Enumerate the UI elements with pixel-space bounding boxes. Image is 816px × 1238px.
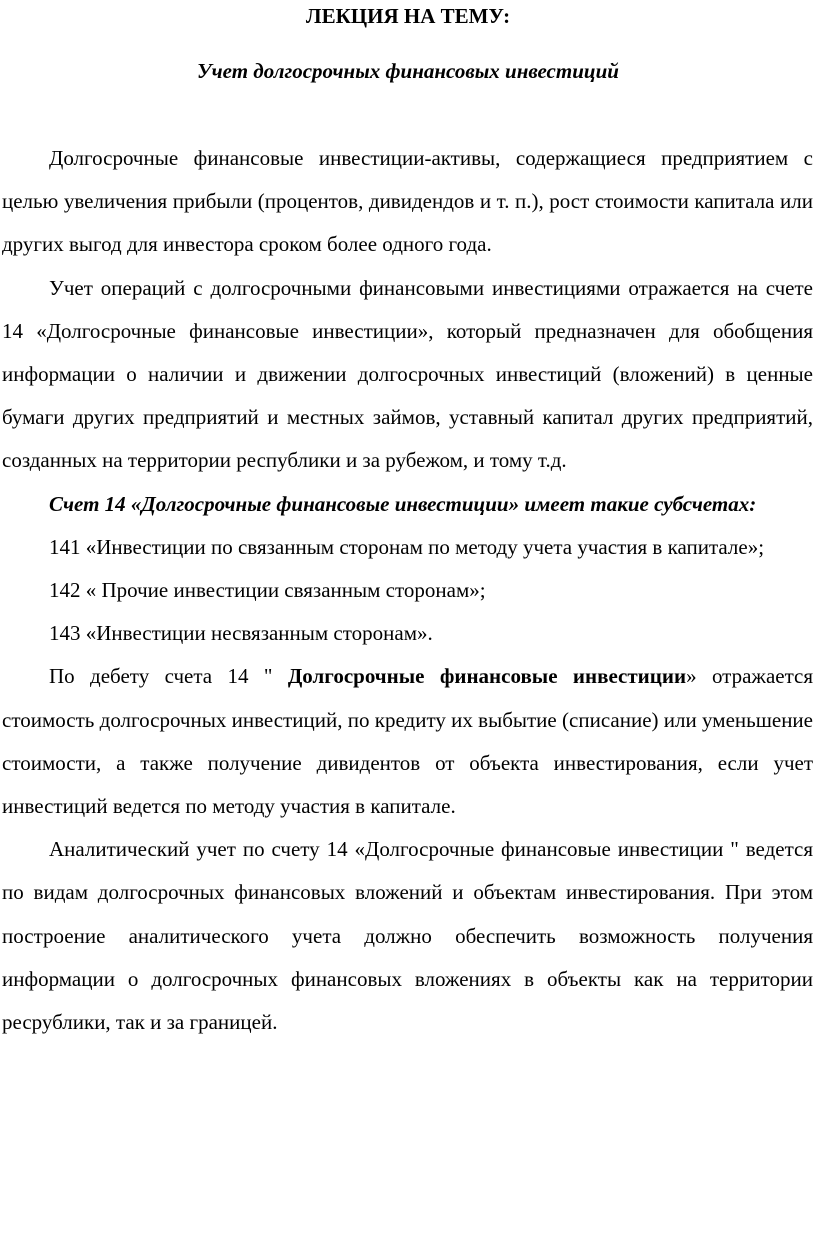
- paragraph-account-14: Учет операций с долгосрочными финансовыми инвестициями отражается на счете 14 «Долгосрочные финансовые инвестиции», который предназначен для обобщения информации о наличии и движении долгосрочных инвестиций (вложений) в ценные бумаги других предприятий и местных займов, уставный капитал других предприятий, созданных на территории республики и за рубежом, и тому т.д.: [2, 275, 813, 473]
- lecture-subtitle: Учет долгосрочных финансовых инвестиций: [197, 59, 619, 83]
- subaccount-143: 143 «Инвестиции несвязанным сторонам».: [49, 621, 433, 646]
- subaccounts-heading: Счет 14 «Долгосрочные финансовые инвестиции» имеет такие субсчетах:: [49, 491, 757, 516]
- paragraph-definition: Долгосрочные финансовые инвестиции-активы, содержащиеся предприятием с целью увеличения прибыли (процентов, дивидендов и т. п.), рост стоимости капитала или других выгод для инвестора сроком более одного года.: [2, 146, 813, 257]
- debit-text-start: По дебету счета 14 ": [49, 664, 288, 689]
- lecture-body: [2, 137, 813, 1044]
- paragraph-debit-credit: [2, 655, 813, 828]
- subaccount-142: 142 « Прочие инвестиции связанным сторонам»;: [49, 578, 486, 603]
- debit-account-name: Долгосрочные финансовые инвестиции: [287, 664, 687, 689]
- lecture-title: ЛЕКЦИЯ НА ТЕМУ:: [305, 4, 511, 28]
- subaccount-141: 141 «Инвестиции по связанным сторонам по методу учета участия в капитале»;: [49, 534, 765, 559]
- debit-text-end: » отражается стоимость долгосрочных инвестиций, по кредиту их выбытие (списание) или уменьшение стоимости, а также получение дивидентов от объекта инвестирования, если учет инвестиций ведется по методу участия в капитале.: [2, 664, 813, 819]
- paragraph-analytical-accounting: Аналитический учет по счету 14 «Долгосрочные финансовые инвестиции " ведется по видам долгосрочных финансовых вложений и объектам инвестирования. При этом построение аналитического учета должно обеспечить возможность получения информации о долгосрочных финансовых вложениях в объекты как на территории ресрублики, так и за границей.: [2, 837, 813, 1035]
